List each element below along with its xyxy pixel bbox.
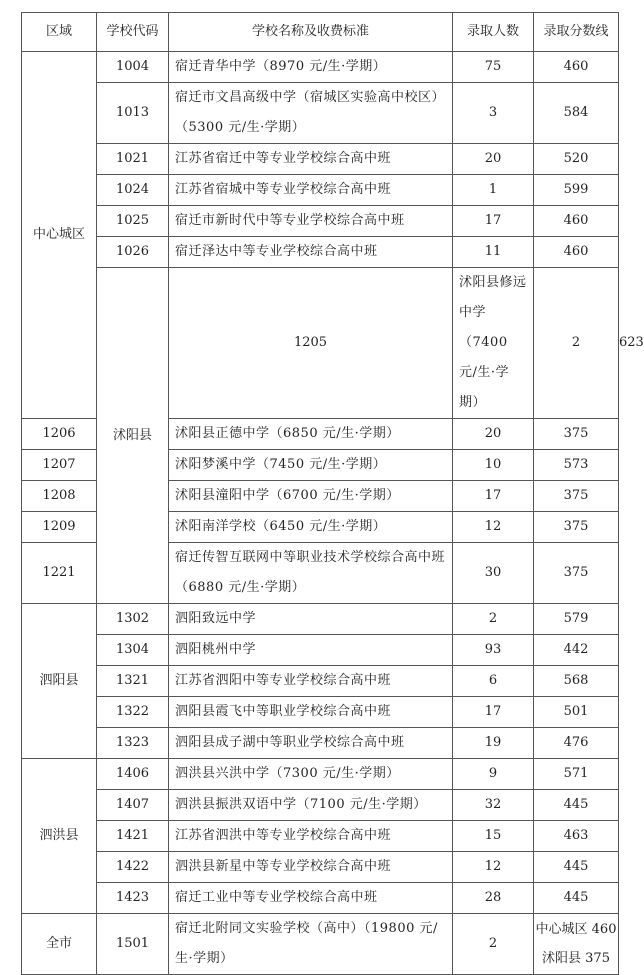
school-code: 1206 [22, 419, 97, 450]
school-name: 江苏省泗洪中等专业学校综合高中班 [169, 821, 453, 852]
school-name: 沭阳县修远中学（7400 元/生·学期） [453, 268, 534, 419]
admit-count: 17 [453, 697, 534, 728]
school-name: 宿迁工业中等专业学校综合高中班 [169, 883, 453, 914]
admit-count: 6 [453, 666, 534, 697]
admit-count: 19 [453, 728, 534, 759]
school-code: 1423 [97, 883, 169, 914]
school-name: 江苏省泗阳中等专业学校综合高中班 [169, 666, 453, 697]
school-name: 宿迁泽达中等专业学校综合高中班 [169, 237, 453, 268]
school-name: 宿迁市文昌高级中学（宿城区实验高中校区）（5300 元/生·学期） [169, 83, 453, 144]
school-code: 1406 [97, 759, 169, 790]
table-row [22, 635, 619, 666]
admit-count: 17 [453, 206, 534, 237]
school-code: 1026 [97, 237, 169, 268]
school-code: 1321 [97, 666, 169, 697]
school-name: 沭阳梦溪中学（7450 元/生·学期） [169, 450, 453, 481]
admit-count: 2 [453, 914, 534, 975]
table-row [22, 83, 619, 144]
admit-count: 20 [453, 144, 534, 175]
school-code: 1209 [22, 512, 97, 543]
admit-score: 445 [534, 852, 619, 883]
admit-count: 10 [453, 450, 534, 481]
admit-count: 12 [453, 512, 534, 543]
school-code: 1207 [22, 450, 97, 481]
school-code: 1004 [97, 52, 169, 83]
school-name: 沭阳县潼阳中学（6700 元/生·学期） [169, 481, 453, 512]
header-score: 录取分数线 [534, 13, 619, 52]
school-code: 1407 [97, 790, 169, 821]
school-name: 泗洪县兴洪中学（7300 元/生·学期） [169, 759, 453, 790]
region-cell: 全市 [22, 914, 97, 975]
table-row [22, 914, 619, 975]
admit-count: 30 [453, 543, 534, 604]
school-name: 江苏省宿城中等专业学校综合高中班 [169, 175, 453, 206]
table-row [22, 237, 619, 268]
admit-count: 93 [453, 635, 534, 666]
admit-count: 12 [453, 852, 534, 883]
table-row [22, 728, 619, 759]
school-code: 1021 [97, 144, 169, 175]
admit-count: 15 [453, 821, 534, 852]
school-code: 1013 [97, 83, 169, 144]
school-code: 1025 [97, 206, 169, 237]
header-count: 录取人数 [453, 13, 534, 52]
admit-count: 2 [534, 268, 619, 419]
admit-count: 3 [453, 83, 534, 144]
admit-score: 501 [534, 697, 619, 728]
admit-score: 375 [534, 543, 619, 604]
region-cell: 泗洪县 [22, 759, 97, 914]
school-name: 沭阳南洋学校（6450 元/生·学期） [169, 512, 453, 543]
admit-score: 375 [534, 512, 619, 543]
table-row [22, 790, 619, 821]
school-name: 江苏省宿迁中等专业学校综合高中班 [169, 144, 453, 175]
header-code: 学校代码 [97, 13, 169, 52]
admit-count: 2 [453, 604, 534, 635]
school-code: 1302 [97, 604, 169, 635]
school-code: 1422 [97, 852, 169, 883]
table-row [22, 821, 619, 852]
header-region: 区域 [22, 13, 97, 52]
admit-score: 375 [534, 419, 619, 450]
school-name: 泗阳县成子湖中等职业学校综合高中班 [169, 728, 453, 759]
table-row [22, 206, 619, 237]
admit-score: 463 [534, 821, 619, 852]
region-cell: 沭阳县 [97, 268, 169, 604]
admit-score-line: 沭阳县 375 [542, 951, 610, 966]
region-cell: 中心城区 [22, 52, 97, 419]
admit-score: 568 [534, 666, 619, 697]
admit-score: 445 [534, 883, 619, 914]
table-row [22, 604, 619, 635]
admit-count: 20 [453, 419, 534, 450]
school-code: 1024 [97, 175, 169, 206]
school-name: 宿迁青华中学（8970 元/生·学期） [169, 52, 453, 83]
school-code: 1323 [97, 728, 169, 759]
header-row [22, 13, 619, 52]
admit-score-multi [534, 914, 619, 975]
table-row [22, 666, 619, 697]
admit-score: 460 [534, 206, 619, 237]
table-row [22, 759, 619, 790]
table-row [22, 175, 619, 206]
admit-score-line: 中心城区 460 [535, 922, 617, 937]
admit-score: 599 [534, 175, 619, 206]
table-row: 沭阳县 1205 沭阳县修远中学（7400 元/生·学期） 2 623 [22, 268, 619, 419]
admit-score: 460 [534, 237, 619, 268]
school-name: 泗阳桃州中学 [169, 635, 453, 666]
admit-score: 520 [534, 144, 619, 175]
admit-count: 1 [453, 175, 534, 206]
admit-score: 573 [534, 450, 619, 481]
admit-score: 445 [534, 790, 619, 821]
school-code: 1205 [169, 268, 453, 419]
school-name: 宿迁传智互联网中等职业技术学校综合高中班（6880 元/生·学期） [169, 543, 453, 604]
school-code: 1208 [22, 481, 97, 512]
school-name: 泗洪县新星中等专业学校综合高中班 [169, 852, 453, 883]
table-row [22, 697, 619, 728]
school-code: 1221 [22, 543, 97, 604]
school-name: 宿迁市新时代中等专业学校综合高中班 [169, 206, 453, 237]
table-row [22, 52, 619, 83]
school-name: 泗洪县振洪双语中学（7100 元/生·学期） [169, 790, 453, 821]
admit-score: 476 [534, 728, 619, 759]
admit-count: 17 [453, 481, 534, 512]
admission-table [21, 12, 644, 975]
admit-score: 571 [534, 759, 619, 790]
table-row [22, 144, 619, 175]
school-code: 1322 [97, 697, 169, 728]
table-row [22, 852, 619, 883]
admit-score: 460 [534, 52, 619, 83]
school-code: 1421 [97, 821, 169, 852]
admit-score: 375 [534, 481, 619, 512]
school-code: 1304 [97, 635, 169, 666]
admit-count: 28 [453, 883, 534, 914]
school-name: 宿迁北附同文实验学校（高中）（19800 元/生·学期） [169, 914, 453, 975]
admit-score: 584 [534, 83, 619, 144]
admit-score: 442 [534, 635, 619, 666]
admit-count: 75 [453, 52, 534, 83]
admit-count: 9 [453, 759, 534, 790]
header-school: 学校名称及收费标准 [169, 13, 453, 52]
admit-count: 32 [453, 790, 534, 821]
school-name: 沭阳县正德中学（6850 元/生·学期） [169, 419, 453, 450]
admit-score: 579 [534, 604, 619, 635]
school-name: 泗阳县霞飞中等职业学校综合高中班 [169, 697, 453, 728]
school-name: 泗阳致远中学 [169, 604, 453, 635]
school-code: 1501 [97, 914, 169, 975]
table-row [22, 883, 619, 914]
region-cell: 泗阳县 [22, 604, 97, 759]
admit-count: 11 [453, 237, 534, 268]
